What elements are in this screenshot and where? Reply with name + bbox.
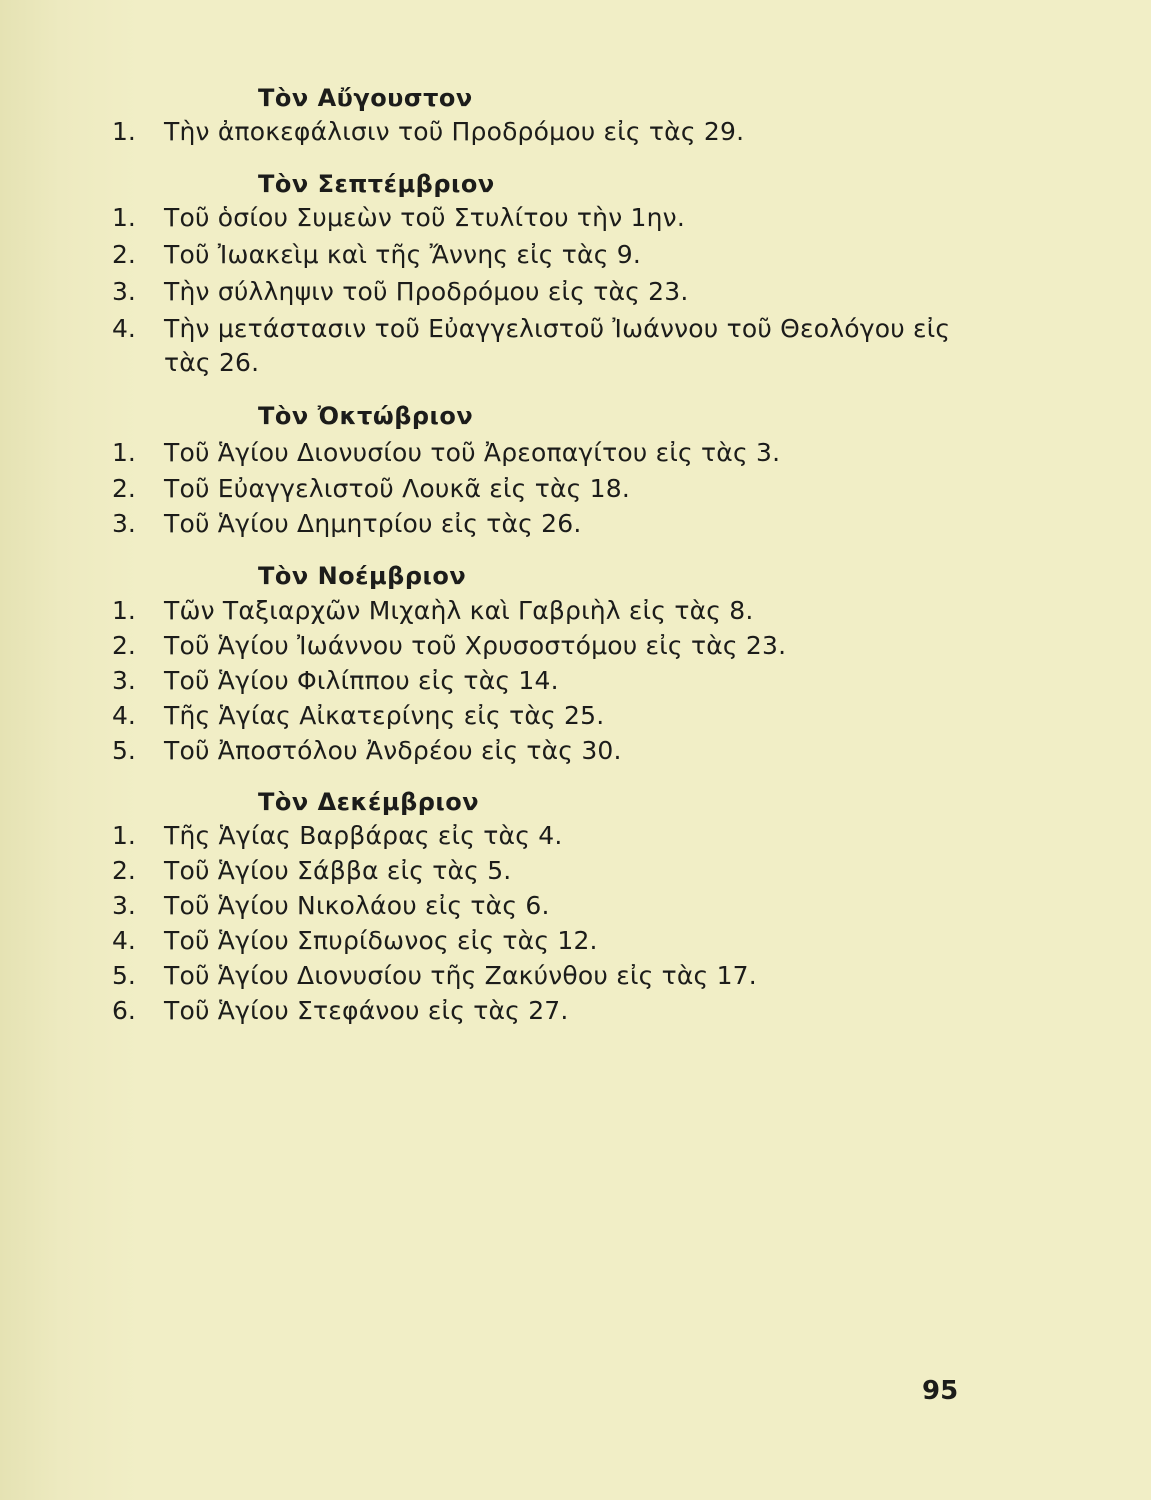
item-number: 5. (112, 961, 136, 990)
item-text: Τοῦ Ἁγίου Φιλίππου εἰς τὰς 14. (164, 666, 559, 695)
item-number: 3. (112, 277, 136, 306)
section-heading-august: Τὸν Αὔγουστον (258, 84, 473, 112)
item-text: Τοῦ Εὐαγγελιστοῦ Λουκᾶ εἰς τὰς 18. (164, 474, 631, 503)
section-heading-september: Τὸν Σεπτέμβριον (258, 170, 495, 198)
section-heading-december: Τὸν Δεκέμβριον (258, 788, 480, 816)
page-number: 95 (922, 1376, 959, 1406)
item-number: 4. (112, 701, 136, 730)
item-text: Τοῦ ὁσίου Συμεὼν τοῦ Στυλίτου τὴν 1ην. (164, 203, 685, 232)
item-text: Τὴν σύλληψιν τοῦ Προδρόμου εἰς τὰς 23. (164, 277, 689, 306)
item-text: Τοῦ Ἁγίου Διονυσίου τοῦ Ἀρεοπαγίτου εἰς τὰς 3. (164, 438, 781, 467)
item-text: Τῆς Ἁγίας Βαρβάρας εἰς τὰς 4. (164, 821, 563, 850)
item-number: 3. (112, 891, 136, 920)
item-number: 6. (112, 996, 136, 1025)
item-number: 1. (112, 203, 136, 232)
item-text: Τοῦ Ἰωακεὶμ καὶ τῆς Ἄννης εἰς τὰς 9. (164, 240, 641, 269)
item-number: 4. (112, 314, 136, 343)
item-number: 3. (112, 509, 136, 538)
item-text: Τοῦ Ἁγίου Στεφάνου εἰς τὰς 27. (164, 996, 569, 1025)
item-number: 2. (112, 631, 136, 660)
item-text: Τοῦ Ἁγίου Δημητρίου εἰς τὰς 26. (164, 509, 582, 538)
item-text: Τοῦ Ἁγίου Νικολάου εἰς τὰς 6. (164, 891, 550, 920)
item-text: Τοῦ Ἀποστόλου Ἀνδρέου εἰς τὰς 30. (164, 736, 622, 765)
item-number: 1. (112, 821, 136, 850)
item-number: 2. (112, 856, 136, 885)
section-heading-october: Τὸν Ὀκτώβριον (258, 402, 474, 430)
item-number: 1. (112, 438, 136, 467)
item-number: 2. (112, 240, 136, 269)
item-text: Τῶν Ταξιαρχῶν Μιχαὴλ καὶ Γαβριὴλ εἰς τὰς 8. (164, 596, 754, 625)
section-heading-november: Τὸν Νοέμβριον (258, 562, 467, 590)
item-text: Τῆς Ἁγίας Αἰκατερίνης εἰς τὰς 25. (164, 701, 605, 730)
item-text: Τὴν ἀποκεφάλισιν τοῦ Προδρόμου εἰς τὰς 29. (164, 117, 745, 146)
item-text: Τὴν μετάστασιν τοῦ Εὐαγγελιστοῦ Ἰωάννου τοῦ Θεολόγου εἰς τὰς 26. (164, 314, 951, 377)
item-number: 1. (112, 596, 136, 625)
item-number: 1. (112, 117, 136, 146)
item-text: Τοῦ Ἁγίου Σάββα εἰς τὰς 5. (164, 856, 512, 885)
item-number: 5. (112, 736, 136, 765)
item-text: Τοῦ Ἁγίου Διονυσίου τῆς Ζακύνθου εἰς τὰς 17. (164, 961, 757, 990)
item-text: Τοῦ Ἁγίου Σπυρίδωνος εἰς τὰς 12. (164, 926, 598, 955)
item-number: 3. (112, 666, 136, 695)
item-number: 2. (112, 474, 136, 503)
item-number: 4. (112, 926, 136, 955)
item-text: Τοῦ Ἁγίου Ἰωάννου τοῦ Χρυσοστόμου εἰς τὰς 23. (164, 631, 787, 660)
